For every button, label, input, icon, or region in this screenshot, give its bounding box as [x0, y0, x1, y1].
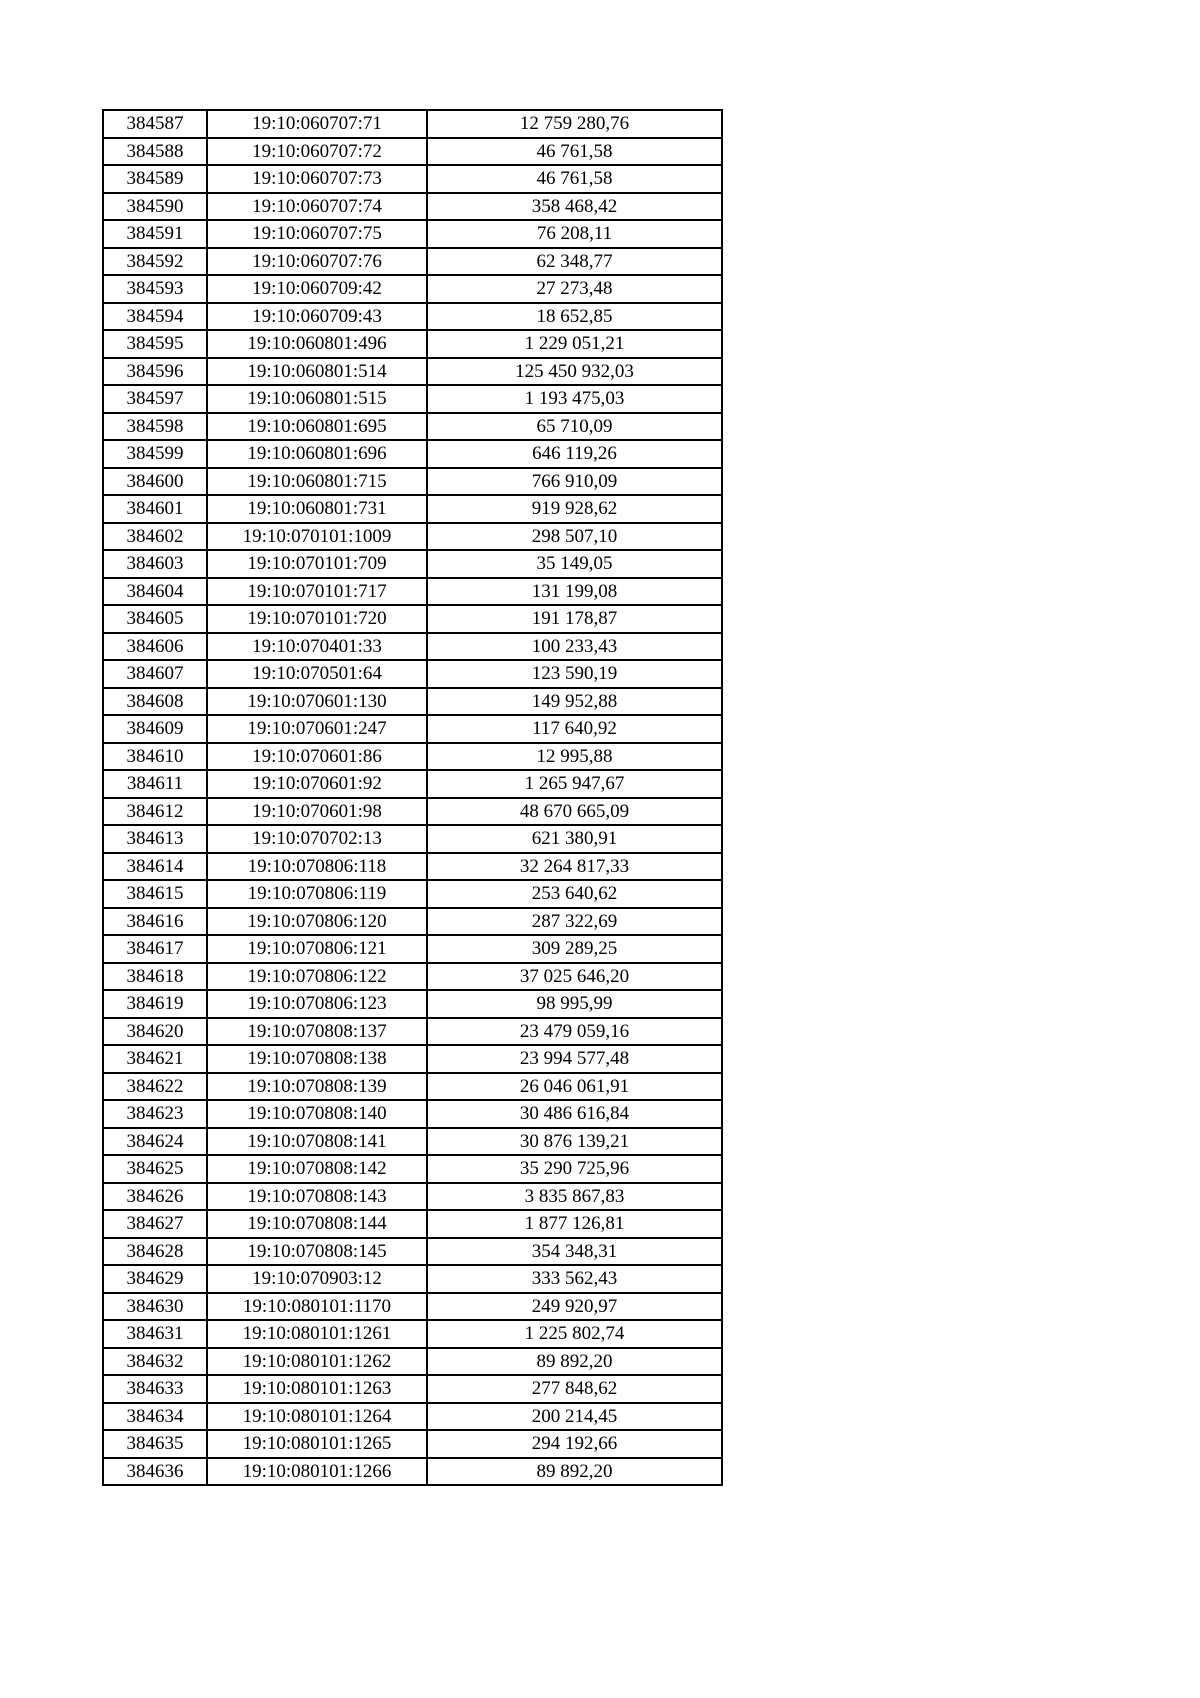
cadastral-number-cell: 19:10:070808:140: [207, 1100, 427, 1128]
cadastral-value-cell: 358 468,42: [427, 193, 722, 221]
cadastral-number-cell: 19:10:070101:717: [207, 578, 427, 606]
cadastral-value-cell: 35 149,05: [427, 550, 722, 578]
record-number-cell: 384604: [103, 578, 207, 606]
cadastral-value-cell: 277 848,62: [427, 1375, 722, 1403]
record-number-cell: 384619: [103, 990, 207, 1018]
cadastral-value-cell: 76 208,11: [427, 220, 722, 248]
table-row: [103, 578, 722, 606]
table-row: [103, 440, 722, 468]
record-number-cell: 384606: [103, 633, 207, 661]
cadastral-value-cell: 117 640,92: [427, 715, 722, 743]
cadastral-value-cell: 1 265 947,67: [427, 770, 722, 798]
cadastral-number-cell: 19:10:070806:121: [207, 935, 427, 963]
cadastral-value-cell: 32 264 817,33: [427, 853, 722, 881]
cadastral-number-cell: 19:10:080101:1264: [207, 1403, 427, 1431]
table-row: [103, 1238, 722, 1266]
cadastral-value-cell: 149 952,88: [427, 688, 722, 716]
table-row: [103, 1183, 722, 1211]
table-row: [103, 193, 722, 221]
table-row: [103, 908, 722, 936]
record-number-cell: 384592: [103, 248, 207, 276]
cadastral-value-cell: 89 892,20: [427, 1458, 722, 1486]
table-row: [103, 248, 722, 276]
cadastral-value-cell: 125 450 932,03: [427, 358, 722, 386]
record-number-cell: 384600: [103, 468, 207, 496]
record-number-cell: 384590: [103, 193, 207, 221]
cadastral-value-cell: 35 290 725,96: [427, 1155, 722, 1183]
cadastral-number-cell: 19:10:070601:98: [207, 798, 427, 826]
cadastral-value-cell: 191 178,87: [427, 605, 722, 633]
record-number-cell: 384591: [103, 220, 207, 248]
cadastral-number-cell: 19:10:070808:145: [207, 1238, 427, 1266]
record-number-cell: 384608: [103, 688, 207, 716]
table-row: [103, 385, 722, 413]
cadastral-value-cell: 1 193 475,03: [427, 385, 722, 413]
cadastral-number-cell: 19:10:060801:731: [207, 495, 427, 523]
record-number-cell: 384589: [103, 165, 207, 193]
record-number-cell: 384616: [103, 908, 207, 936]
record-number-cell: 384621: [103, 1045, 207, 1073]
table-row: [103, 550, 722, 578]
table-row: [103, 495, 722, 523]
record-number-cell: 384603: [103, 550, 207, 578]
table-row: [103, 358, 722, 386]
cadastral-number-cell: 19:10:060801:715: [207, 468, 427, 496]
cadastral-value-cell: 12 995,88: [427, 743, 722, 771]
cadastral-number-cell: 19:10:070101:720: [207, 605, 427, 633]
cadastral-value-cell: 30 486 616,84: [427, 1100, 722, 1128]
record-number-cell: 384602: [103, 523, 207, 551]
cadastral-number-cell: 19:10:060709:43: [207, 303, 427, 331]
cadastral-number-cell: 19:10:070806:122: [207, 963, 427, 991]
table-row: [103, 1403, 722, 1431]
cadastral-value-cell: 287 322,69: [427, 908, 722, 936]
table-row: [103, 715, 722, 743]
record-number-cell: 384634: [103, 1403, 207, 1431]
cadastral-value-cell: 27 273,48: [427, 275, 722, 303]
cadastral-value-cell: 46 761,58: [427, 138, 722, 166]
cadastral-number-cell: 19:10:070806:118: [207, 853, 427, 881]
record-number-cell: 384623: [103, 1100, 207, 1128]
record-number-cell: 384617: [103, 935, 207, 963]
table-row: [103, 1458, 722, 1486]
cadastral-value-cell: 65 710,09: [427, 413, 722, 441]
cadastral-value-cell: 100 233,43: [427, 633, 722, 661]
table-body: [103, 110, 722, 1485]
cadastral-number-cell: 19:10:060707:75: [207, 220, 427, 248]
record-number-cell: 384625: [103, 1155, 207, 1183]
table-row: [103, 825, 722, 853]
table-row: [103, 220, 722, 248]
record-number-cell: 384615: [103, 880, 207, 908]
table-row: [103, 605, 722, 633]
cadastral-value-cell: 354 348,31: [427, 1238, 722, 1266]
table-row: [103, 853, 722, 881]
cadastral-value-cell: 621 380,91: [427, 825, 722, 853]
cadastral-value-cell: 23 479 059,16: [427, 1018, 722, 1046]
cadastral-value-cell: 23 994 577,48: [427, 1045, 722, 1073]
table-row: [103, 963, 722, 991]
record-number-cell: 384627: [103, 1210, 207, 1238]
cadastral-number-cell: 19:10:070808:142: [207, 1155, 427, 1183]
cadastral-value-cell: 200 214,45: [427, 1403, 722, 1431]
cadastral-number-cell: 19:10:070601:247: [207, 715, 427, 743]
cadastral-number-cell: 19:10:070806:120: [207, 908, 427, 936]
table-row: [103, 523, 722, 551]
cadastral-value-cell: 48 670 665,09: [427, 798, 722, 826]
cadastral-number-cell: 19:10:070808:143: [207, 1183, 427, 1211]
table-row: [103, 688, 722, 716]
cadastral-number-cell: 19:10:060707:71: [207, 110, 427, 138]
cadastral-number-cell: 19:10:060709:42: [207, 275, 427, 303]
table-row: [103, 1348, 722, 1376]
cadastral-number-cell: 19:10:080101:1262: [207, 1348, 427, 1376]
record-number-cell: 384633: [103, 1375, 207, 1403]
cadastral-value-cell: 253 640,62: [427, 880, 722, 908]
record-number-cell: 384613: [103, 825, 207, 853]
record-number-cell: 384631: [103, 1320, 207, 1348]
cadastral-number-cell: 19:10:060801:695: [207, 413, 427, 441]
record-number-cell: 384597: [103, 385, 207, 413]
table-row: [103, 1155, 722, 1183]
cadastral-value-cell: 30 876 139,21: [427, 1128, 722, 1156]
record-number-cell: 384622: [103, 1073, 207, 1101]
cadastral-value-cell: 1 877 126,81: [427, 1210, 722, 1238]
table-row: [103, 1210, 722, 1238]
record-number-cell: 384636: [103, 1458, 207, 1486]
table-row: [103, 880, 722, 908]
cadastral-value-cell: 123 590,19: [427, 660, 722, 688]
cadastral-value-cell: 919 928,62: [427, 495, 722, 523]
cadastral-value-cell: 1 225 802,74: [427, 1320, 722, 1348]
cadastral-number-cell: 19:10:070101:1009: [207, 523, 427, 551]
record-number-cell: 384632: [103, 1348, 207, 1376]
table-row: [103, 990, 722, 1018]
cadastral-value-cell: 26 046 061,91: [427, 1073, 722, 1101]
table-row: [103, 1073, 722, 1101]
cadastral-number-cell: 19:10:080101:1265: [207, 1430, 427, 1458]
cadastral-value-cell: 333 562,43: [427, 1265, 722, 1293]
table-row: [103, 1265, 722, 1293]
record-number-cell: 384610: [103, 743, 207, 771]
cadastral-number-cell: 19:10:070808:137: [207, 1018, 427, 1046]
record-number-cell: 384618: [103, 963, 207, 991]
table-row: [103, 935, 722, 963]
cadastral-number-cell: 19:10:070808:144: [207, 1210, 427, 1238]
table-row: [103, 743, 722, 771]
cadastral-number-cell: 19:10:060707:74: [207, 193, 427, 221]
table-row: [103, 303, 722, 331]
table-row: [103, 1100, 722, 1128]
cadastral-number-cell: 19:10:060801:696: [207, 440, 427, 468]
table-row: [103, 660, 722, 688]
record-number-cell: 384587: [103, 110, 207, 138]
cadastral-number-cell: 19:10:080101:1263: [207, 1375, 427, 1403]
table-row: [103, 1128, 722, 1156]
record-number-cell: 384605: [103, 605, 207, 633]
record-number-cell: 384611: [103, 770, 207, 798]
cadastral-number-cell: 19:10:070806:123: [207, 990, 427, 1018]
cadastral-value-cell: 62 348,77: [427, 248, 722, 276]
record-number-cell: 384624: [103, 1128, 207, 1156]
cadastral-number-cell: 19:10:070101:709: [207, 550, 427, 578]
cadastral-number-cell: 19:10:070401:33: [207, 633, 427, 661]
table-row: [103, 1018, 722, 1046]
cadastral-value-cell: 131 199,08: [427, 578, 722, 606]
record-number-cell: 384593: [103, 275, 207, 303]
record-number-cell: 384588: [103, 138, 207, 166]
record-number-cell: 384594: [103, 303, 207, 331]
cadastral-number-cell: 19:10:080101:1261: [207, 1320, 427, 1348]
cadastral-number-cell: 19:10:060801:496: [207, 330, 427, 358]
record-number-cell: 384612: [103, 798, 207, 826]
cadastral-value-cell: 1 229 051,21: [427, 330, 722, 358]
record-number-cell: 384630: [103, 1293, 207, 1321]
cadastral-value-cell: 298 507,10: [427, 523, 722, 551]
cadastral-value-cell: 249 920,97: [427, 1293, 722, 1321]
record-number-cell: 384595: [103, 330, 207, 358]
cadastral-value-table: [102, 109, 723, 1486]
record-number-cell: 384598: [103, 413, 207, 441]
table-row: [103, 1320, 722, 1348]
record-number-cell: 384628: [103, 1238, 207, 1266]
cadastral-number-cell: 19:10:070501:64: [207, 660, 427, 688]
cadastral-number-cell: 19:10:060707:73: [207, 165, 427, 193]
cadastral-value-cell: 3 835 867,83: [427, 1183, 722, 1211]
cadastral-number-cell: 19:10:070601:92: [207, 770, 427, 798]
cadastral-value-cell: 766 910,09: [427, 468, 722, 496]
table-row: [103, 165, 722, 193]
table-row: [103, 798, 722, 826]
cadastral-number-cell: 19:10:060707:72: [207, 138, 427, 166]
table-row: [103, 1045, 722, 1073]
cadastral-number-cell: 19:10:070601:86: [207, 743, 427, 771]
cadastral-number-cell: 19:10:070808:141: [207, 1128, 427, 1156]
table-row: [103, 138, 722, 166]
record-number-cell: 384599: [103, 440, 207, 468]
cadastral-value-cell: 89 892,20: [427, 1348, 722, 1376]
cadastral-number-cell: 19:10:070702:13: [207, 825, 427, 853]
cadastral-number-cell: 19:10:070903:12: [207, 1265, 427, 1293]
record-number-cell: 384601: [103, 495, 207, 523]
cadastral-value-cell: 646 119,26: [427, 440, 722, 468]
table-row: [103, 413, 722, 441]
cadastral-number-cell: 19:10:070806:119: [207, 880, 427, 908]
cadastral-value-cell: 309 289,25: [427, 935, 722, 963]
table-row: [103, 1293, 722, 1321]
record-number-cell: 384626: [103, 1183, 207, 1211]
cadastral-number-cell: 19:10:080101:1266: [207, 1458, 427, 1486]
table-row: [103, 770, 722, 798]
cadastral-value-cell: 12 759 280,76: [427, 110, 722, 138]
record-number-cell: 384635: [103, 1430, 207, 1458]
table-row: [103, 330, 722, 358]
table-row: [103, 633, 722, 661]
cadastral-number-cell: 19:10:060707:76: [207, 248, 427, 276]
table-row: [103, 1375, 722, 1403]
record-number-cell: 384614: [103, 853, 207, 881]
table-row: [103, 275, 722, 303]
cadastral-number-cell: 19:10:070808:138: [207, 1045, 427, 1073]
record-number-cell: 384596: [103, 358, 207, 386]
cadastral-value-cell: 98 995,99: [427, 990, 722, 1018]
record-number-cell: 384620: [103, 1018, 207, 1046]
record-number-cell: 384607: [103, 660, 207, 688]
cadastral-value-cell: 46 761,58: [427, 165, 722, 193]
cadastral-value-cell: 37 025 646,20: [427, 963, 722, 991]
record-number-cell: 384609: [103, 715, 207, 743]
table-row: [103, 468, 722, 496]
cadastral-number-cell: 19:10:060801:515: [207, 385, 427, 413]
cadastral-number-cell: 19:10:080101:1170: [207, 1293, 427, 1321]
cadastral-number-cell: 19:10:070601:130: [207, 688, 427, 716]
cadastral-value-cell: 18 652,85: [427, 303, 722, 331]
record-number-cell: 384629: [103, 1265, 207, 1293]
cadastral-number-cell: 19:10:060801:514: [207, 358, 427, 386]
table-row: [103, 1430, 722, 1458]
cadastral-value-cell: 294 192,66: [427, 1430, 722, 1458]
table-row: [103, 110, 722, 138]
cadastral-number-cell: 19:10:070808:139: [207, 1073, 427, 1101]
